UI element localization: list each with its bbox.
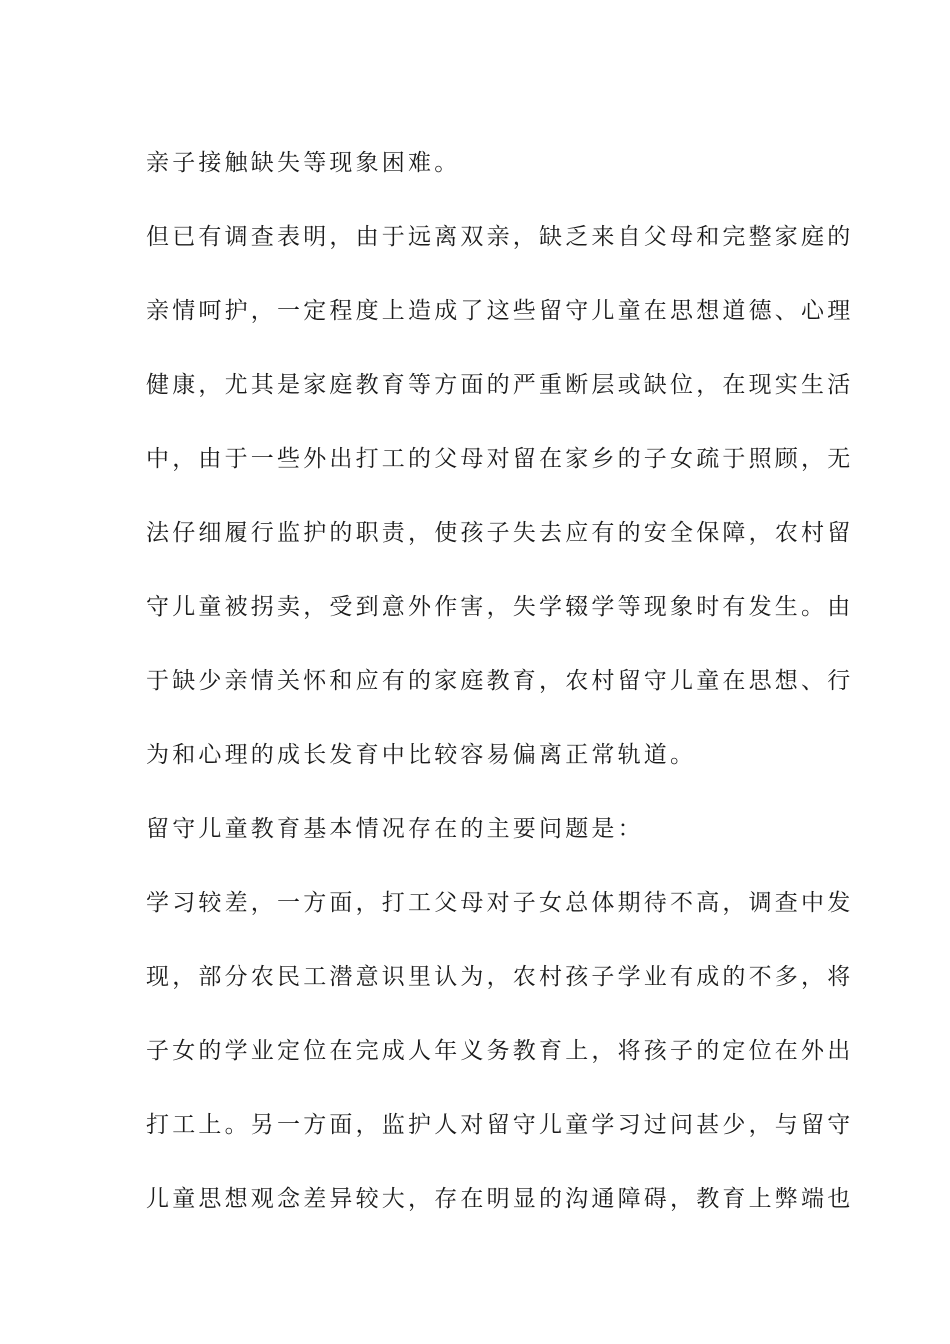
text-line: 打工上。另一方面，监护人对留守儿童学习过问甚少，与留守 — [146, 1112, 854, 1138]
text-line: 子女的学业定位在完成人年义务教育上，将孩子的定位在外出 — [146, 1038, 854, 1064]
text-line: 亲子接触缺失等现象困难。 — [146, 150, 461, 176]
text-line: 法仔细履行监护的职责，使孩子失去应有的安全保障，农村留 — [146, 520, 854, 546]
body-text — [146, 126, 854, 1236]
text-line: 为和心理的成长发育中比较容易偏离正常轨道。 — [146, 742, 697, 768]
text-line: 健康，尤其是家庭教育等方面的严重断层或缺位，在现实生活 — [146, 372, 854, 398]
text-line: 于缺少亲情关怀和应有的家庭教育，农村留守儿童在思想、行 — [146, 668, 854, 694]
text-line: 儿童思想观念差异较大，存在明显的沟通障碍，教育上弊端也 — [146, 1186, 854, 1212]
text-line: 留守儿童教育基本情况存在的主要问题是： — [146, 816, 644, 842]
text-line: 守儿童被拐卖，受到意外作害，失学辍学等现象时有发生。由 — [146, 594, 854, 620]
text-line: 现，部分农民工潜意识里认为，农村孩子学业有成的不多，将 — [146, 964, 854, 990]
text-line: 亲情呵护，一定程度上造成了这些留守儿童在思想道德、心理 — [146, 298, 854, 324]
text-line: 但已有调查表明，由于远离双亲，缺乏来自父母和完整家庭的 — [146, 224, 854, 250]
text-line: 中，由于一些外出打工的父母对留在家乡的子女疏于照顾，无 — [146, 446, 854, 472]
text-line: 学习较差，一方面，打工父母对子女总体期待不高，调查中发 — [146, 890, 854, 916]
